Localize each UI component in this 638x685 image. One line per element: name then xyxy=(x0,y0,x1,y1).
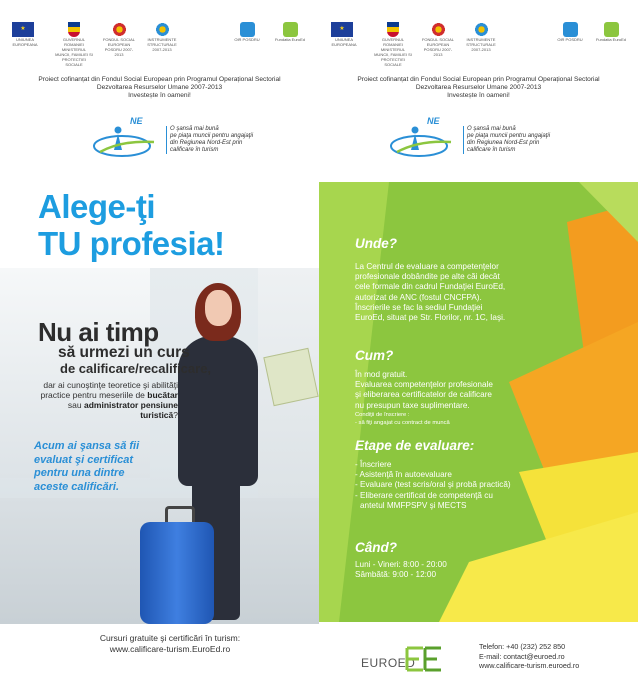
crest-icon xyxy=(387,22,399,37)
structural-orb-icon xyxy=(155,22,170,37)
where-line: cele formale din cadrul Fundaţiei EuroEd, xyxy=(355,282,506,292)
tagline-line: O şansă mai bună xyxy=(467,126,516,132)
euroed-small-icon xyxy=(283,22,298,37)
euroed-small-logo xyxy=(272,22,308,44)
euroed-small-logo xyxy=(593,22,629,44)
website-line[interactable]: www.calificare-turism.euroed.ro xyxy=(479,661,580,670)
stage-item: antetul MMFPSPV şi MECTS xyxy=(360,500,467,510)
ne-tagline xyxy=(463,126,587,154)
logo-caption: Fundatia EuroEd xyxy=(595,37,627,42)
where-line: autorizat de ANC (fostul CNCFPA). xyxy=(355,292,482,302)
chance-line: evaluat şi certificat xyxy=(34,453,134,466)
intro-bold-cook: bucătar xyxy=(147,390,178,400)
fse-logo xyxy=(102,22,136,57)
logo-caption: UNIUNEA EUROPEANA xyxy=(12,37,38,47)
headline-line: Alege-ţi xyxy=(38,188,156,225)
where-title: Unde? xyxy=(355,236,397,251)
logo-caption: UNIUNEA EUROPEANA xyxy=(331,37,357,47)
crest-icon xyxy=(68,22,80,37)
eu-logo xyxy=(331,22,357,47)
schedule-line: Luni - Vineri: 8:00 - 20:00 xyxy=(355,560,447,569)
euroed-wordmark: EUROED xyxy=(361,656,416,670)
ne-tagline xyxy=(166,126,290,154)
project-statement xyxy=(10,76,309,100)
logo-caption: FONDUL SOCIAL EUROPEAN POSDRU 2007-2013 xyxy=(421,37,455,57)
ne-mark: NE xyxy=(130,116,143,126)
ne-swoosh-icon xyxy=(92,122,162,158)
stage-item: - Eliberare certificat de competenţă cu xyxy=(355,490,493,500)
when-text xyxy=(355,560,525,580)
nu-ai-timp-heading: Nu ai timp xyxy=(38,317,159,347)
where-line: EuroEd, situat pe Str. Florilor, nr. 1C, Iaşi. xyxy=(355,313,506,323)
eu-logo xyxy=(12,22,38,47)
ne-project-logo xyxy=(92,116,292,164)
government-logo xyxy=(373,22,413,67)
where-line: La Centrul de evaluare a competenţelor xyxy=(355,262,499,271)
fse-logo xyxy=(421,22,455,57)
footer-line: Cursuri gratuite şi certificări în turism: xyxy=(99,633,241,643)
logo-caption: OIR POSDRU xyxy=(557,37,583,42)
where-line: Înscrierile se fac la sediul Fundaţiei xyxy=(355,302,483,312)
fse-orb-icon xyxy=(431,22,446,37)
project-line: Dezvoltarea Resurselor Umane 2007-2013 xyxy=(415,84,542,91)
stage-item: - Înscriere xyxy=(355,460,392,469)
stages-title: Etape de evaluare: xyxy=(355,438,475,453)
how-line: nu presupun taxe suplimentare. xyxy=(355,400,470,410)
chance-line: pentru una dintre xyxy=(34,467,125,479)
how-line: În mod gratuit. xyxy=(355,370,408,379)
chance-line: aceste calificări. xyxy=(34,480,120,493)
ne-swoosh-icon xyxy=(389,122,459,158)
structural-logo xyxy=(463,22,499,52)
oir-logo xyxy=(232,22,262,44)
eu-flag-icon: ★ xyxy=(12,22,34,37)
tagline-line: din Regiunea Nord-Est prin xyxy=(467,140,540,146)
stage-item: - Asistenţă în autoevaluare xyxy=(355,470,452,480)
headline-line: TU profesia! xyxy=(38,225,225,262)
left-footer xyxy=(60,633,280,655)
suitcase xyxy=(140,522,214,624)
logo-caption: FONDUL SOCIAL EUROPEAN POSDRU 2007-2013 xyxy=(102,37,136,57)
how-text xyxy=(355,370,525,427)
logo-caption: Fundatia EuroEd xyxy=(274,37,306,42)
partner-logos xyxy=(325,22,632,67)
where-text xyxy=(355,262,525,323)
stages-text xyxy=(355,460,525,511)
intro-text: ? xyxy=(173,410,178,420)
logo-caption: INSTRUMENTE STRUCTURALE 2007-2013 xyxy=(466,37,496,52)
oir-icon xyxy=(240,22,255,37)
intro-text: dar ai cunoştinţe teoretice şi abilităţi practice pentru meseriile de xyxy=(40,380,178,400)
logo-caption: OIR POSDRU xyxy=(234,37,260,42)
how-line: Evaluarea competenţelor profesionale xyxy=(355,380,493,390)
phone-line: Telefon: +40 (232) 252 850 xyxy=(479,642,566,651)
subheading-line-2: de calificare/recalificare, xyxy=(60,361,212,376)
how-line: şi eliberarea certificatelor de calificare xyxy=(355,390,492,400)
map-prop xyxy=(263,348,318,406)
structural-orb-icon xyxy=(474,22,489,37)
tagline-line: calificare în turism xyxy=(467,147,516,153)
woman-suit xyxy=(178,336,258,486)
headline xyxy=(38,188,225,262)
woman-face xyxy=(205,290,232,326)
tagline-line: O şansă mai bună xyxy=(170,126,219,132)
project-line: Proiect cofinanțat din Fondul Social European prin Programul Operațional Sectorial xyxy=(357,76,600,83)
intro-text: sau xyxy=(67,400,84,410)
subheading-line-1: să urmezi un curs xyxy=(58,344,190,361)
right-footer xyxy=(319,642,638,685)
euroed-logo-icon xyxy=(403,644,443,674)
chance-statement xyxy=(34,440,174,494)
eu-flag-icon: ★ xyxy=(331,22,353,37)
when-title: Când? xyxy=(355,540,397,555)
project-line: Dezvoltarea Resurselor Umane 2007-2013 xyxy=(96,84,223,91)
project-line: Proiect cofinanțat din Fondul Social European prin Programul Operațional Sectorial xyxy=(38,76,281,83)
email-line[interactable]: E-mail: contact@euroed.ro xyxy=(479,651,565,661)
logo-caption: INSTRUMENTE STRUCTURALE 2007-2013 xyxy=(147,37,177,52)
conditions-item: - să fiţi angajat cu contract de muncă xyxy=(355,419,450,426)
stage-item: - Evaluare (test scris/oral şi probă practică) xyxy=(355,480,511,490)
project-line: Investește în oameni! xyxy=(128,92,191,99)
oir-icon xyxy=(563,22,578,37)
tagline-line: din Regiunea Nord-Est prin xyxy=(170,140,243,146)
partner-logos xyxy=(6,22,313,67)
euroed-small-icon xyxy=(604,22,619,37)
intro-paragraph xyxy=(40,380,178,420)
fse-orb-icon xyxy=(112,22,127,37)
intro-bold-admin: administrator pensiune turistică xyxy=(84,400,178,420)
contact-block xyxy=(479,642,579,671)
project-statement xyxy=(329,76,628,100)
right-panel xyxy=(319,0,638,685)
tagline-line: pe piaţa muncii pentru angajaţii xyxy=(467,133,551,139)
footer-url[interactable]: www.calificare-turism.EuroEd.ro xyxy=(109,644,231,654)
ne-mark: NE xyxy=(427,116,440,126)
logo-caption: GUVERNUL ROMANIEI MINISTERUL MUNCII, FAMILIEI SI PROTECTIEI SOCIALE xyxy=(55,37,93,67)
oir-logo xyxy=(555,22,585,44)
schedule-line: Sâmbătă: 9:00 - 12:00 xyxy=(355,570,437,580)
tagline-line: pe piaţa muncii pentru angajaţii xyxy=(170,133,254,139)
logo-caption: GUVERNUL ROMANIEI MINISTERUL MUNCII, FAMILIEI SI PROTECTIEI SOCIALE xyxy=(374,37,412,67)
structural-logo xyxy=(144,22,180,52)
how-title: Cum? xyxy=(355,348,394,363)
ne-project-logo xyxy=(389,116,589,164)
government-logo xyxy=(54,22,94,67)
tagline-line: calificare în turism xyxy=(170,147,219,153)
where-line: profesionale dobândite pe alte căi decât xyxy=(355,272,500,282)
conditions-title: Condiţii de înscriere : xyxy=(355,411,410,418)
chance-line: Acum ai şansa să fii xyxy=(34,440,140,452)
project-line: Investește în oameni! xyxy=(447,92,510,99)
